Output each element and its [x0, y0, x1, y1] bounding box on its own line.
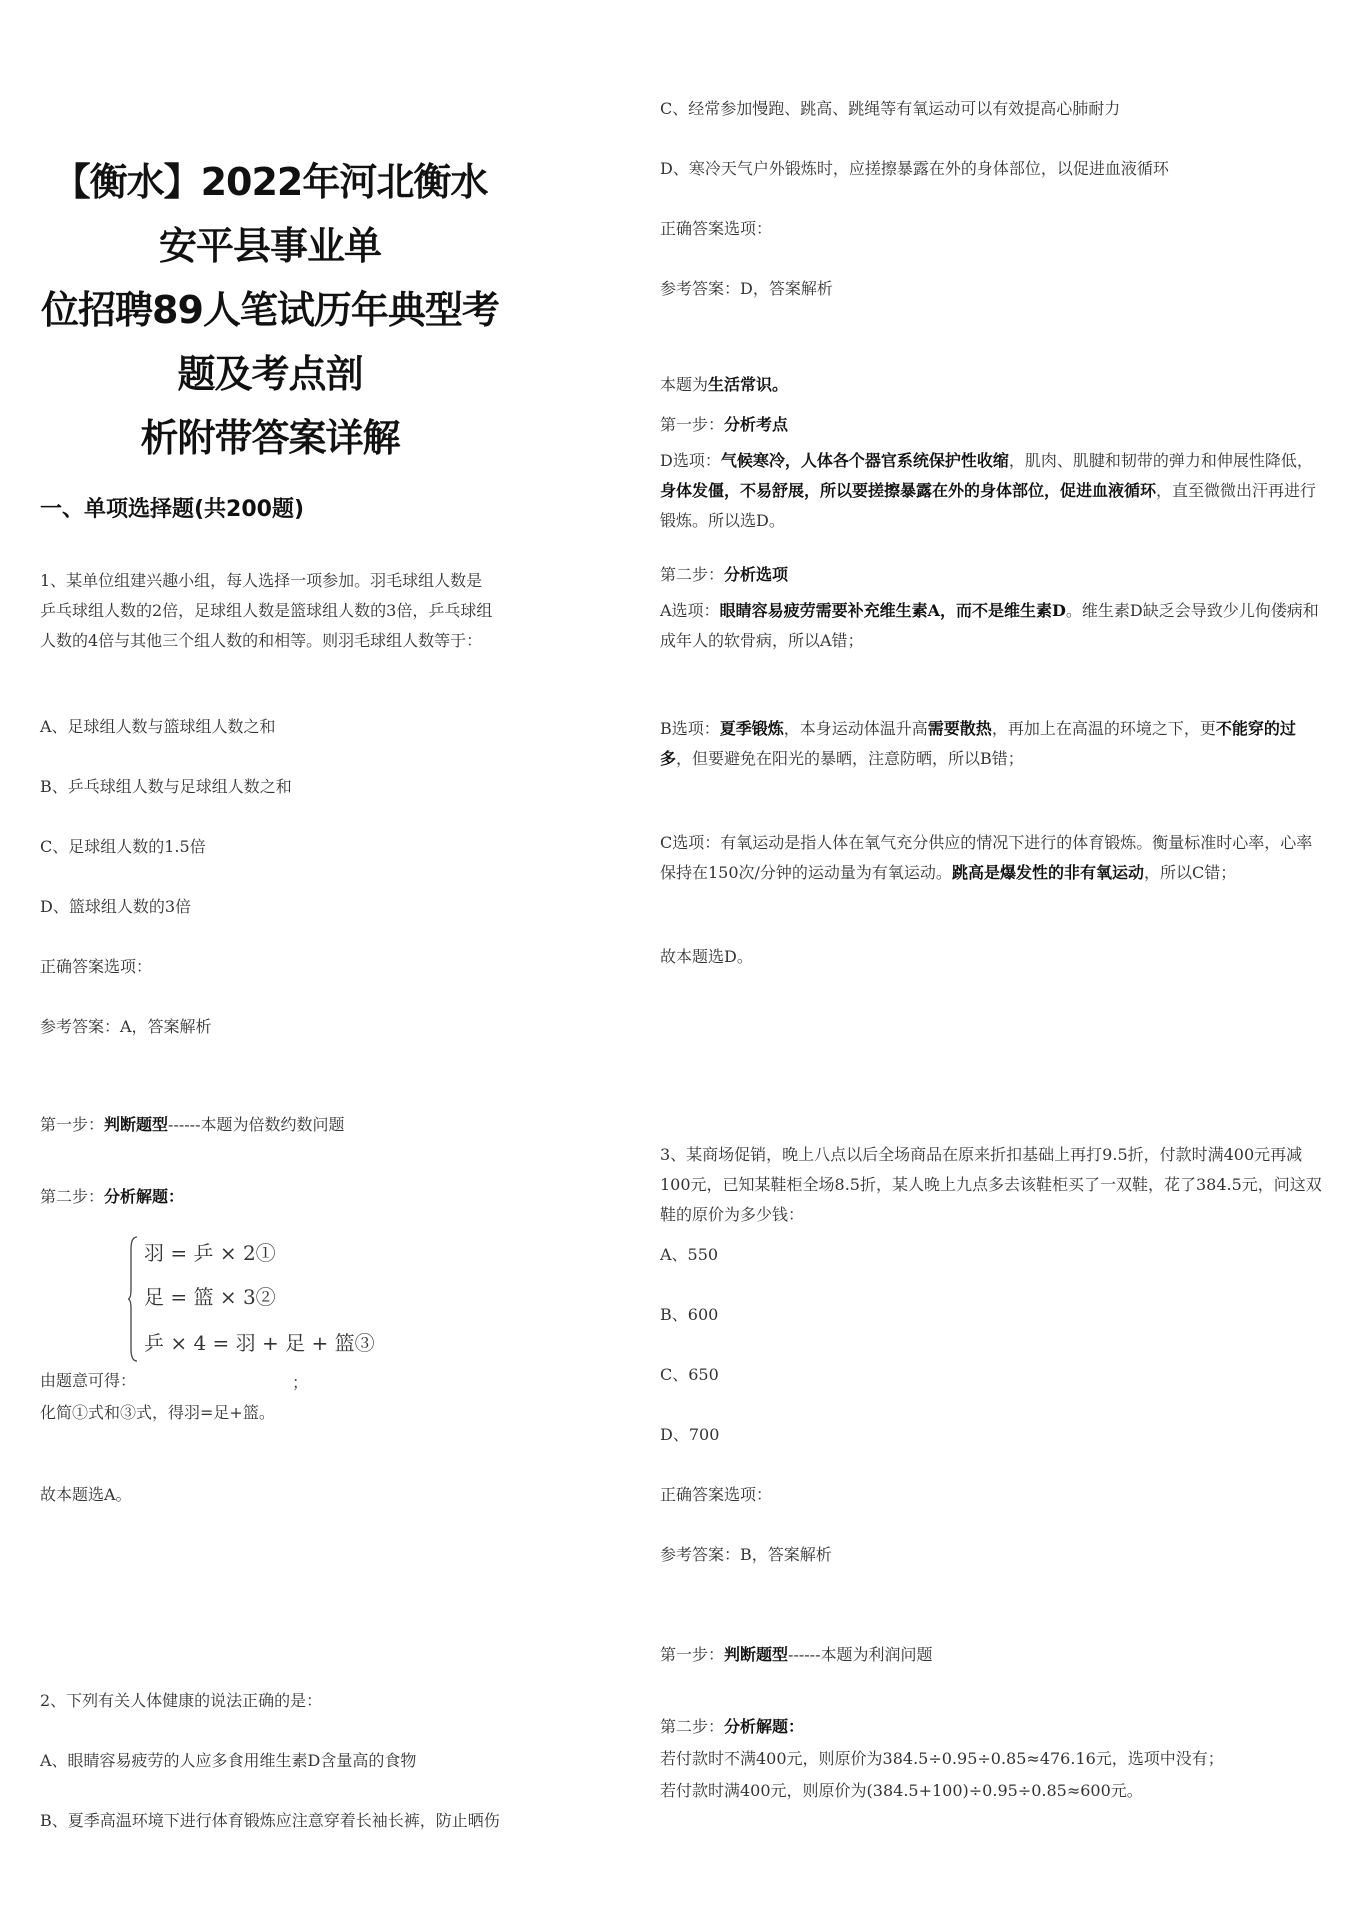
q2-b-b3: 不能穿的过多: [660, 719, 1296, 768]
q1-step2-prefix: 第二步：: [40, 1187, 105, 1206]
q2-step2-bold: 分析选项: [724, 565, 789, 584]
q3-stem: 3、某商场促销，晚上八点以后全场商品在原来折扣基础上再打9.5折，付款时满400元再减100元，已知某鞋柜全场8.5折，某人晚上九点多去该鞋柜买了一双鞋，花了384.5元，问这双鞋的原价为多少钱：: [660, 1145, 1322, 1224]
q1-conclusion: 故本题选A。: [40, 1485, 132, 1504]
q1-option-d: D、篮球组人数的3倍: [40, 897, 192, 916]
q2-d-analysis: [660, 446, 1326, 536]
q2-answer: 参考答案：D，答案解析: [660, 279, 833, 298]
q2-d-t2: ，直至微微出汗再进行锻炼。所以选D。: [660, 481, 1317, 530]
q2-d-b1: 气候寒冷，人体各个器官系统保护性收缩: [720, 451, 1009, 470]
q2-step1: [660, 410, 788, 440]
q2-b-b1: 夏季锻炼: [719, 719, 784, 738]
q2-a-t1: 。维生素D缺乏会导致少儿佝偻病和成年人的软骨病，所以A错；: [660, 601, 1319, 650]
q2-a-analysis: [660, 596, 1326, 656]
q2-conclusion: 故本题选D。: [660, 947, 753, 966]
q2-step1-bold: 分析考点: [724, 415, 789, 434]
q2-c-analysis: [660, 828, 1326, 888]
q2-d-b2: 身体发僵，不易舒展，所以要搓擦暴露在外的身体部位，促进血液循环: [660, 481, 1157, 500]
q3-line1: 若付款时不满400元，则原价为384.5÷0.95÷0.85≈476.16元，选项中没有；: [660, 1749, 1224, 1768]
q3-step1-prefix: 第一步：: [660, 1645, 725, 1664]
q2-option-b: B、夏季高温环境下进行体育锻炼应注意穿着长袖长裤，防止晒伤: [40, 1811, 500, 1830]
q3-option-a: A、550: [660, 1245, 719, 1264]
equation-1: 羽 = 乒 × 2①: [144, 1241, 276, 1265]
q3-correct-label: 正确答案选项：: [660, 1485, 773, 1504]
q1-option-c: C、足球组人数的1.5倍: [40, 837, 206, 856]
q3-step1: [660, 1640, 932, 1670]
title-line-1: 【衡水】2022年河北衡水安平县事业单: [52, 160, 488, 268]
q2-step2-prefix: 第二步：: [660, 565, 725, 584]
q3-line2: 若付款时满400元，则原价为(384.5+100)÷0.95÷0.85≈600元。: [660, 1781, 1143, 1800]
q2-correct-label: 正确答案选项：: [660, 219, 773, 238]
equation-2: 足 = 篮 × 3②: [144, 1285, 276, 1309]
q2-option-d: D、寒冷天气户外锻炼时，应搓擦暴露在外的身体部位，以促进血液循环: [660, 159, 1169, 178]
q3-step2-prefix: 第二步：: [660, 1717, 725, 1736]
equation-system: [128, 1235, 375, 1363]
q2-intro-bold: 生活常识。: [708, 375, 789, 394]
title-line-3: 析附带答案详解: [140, 416, 400, 460]
q3-step1-rest: ------本题为利润问题: [788, 1645, 933, 1664]
q1-step1-rest: ------本题为倍数约数问题: [168, 1115, 345, 1134]
q1-step2: [40, 1182, 184, 1212]
q1-option-a: A、足球组人数与篮球组人数之和: [40, 717, 276, 736]
q2-d-t1: ，肌肉、肌腱和韧带的弹力和伸展性降低，: [1008, 451, 1313, 470]
brace-icon: [128, 1235, 138, 1363]
q2-a-b1: 眼睛容易疲劳需要补充维生素A，而不是维生素D: [719, 601, 1066, 620]
q2-intro-pre: 本题为: [660, 375, 709, 394]
title-line-2: 位招聘89人笔试历年典型考题及考点剖: [41, 288, 499, 396]
q3-step2-bold: 分析解题：: [724, 1717, 805, 1736]
q1-step1: [40, 1110, 344, 1140]
q3-step1-bold: 判断题型: [724, 1645, 789, 1664]
q3-option-c: C、650: [660, 1365, 719, 1384]
q1-semicolon: ；: [292, 1373, 309, 1392]
q2-intro: [660, 370, 788, 400]
q2-b-analysis: [660, 714, 1326, 774]
q3-step2: [660, 1712, 804, 1742]
q2-c-t1: C选项：有氧运动是指人体在氧气充分供应的情况下进行的体育锻炼。衡量标准时心率，心率保持在150次/分钟的运动量为有氧运动。: [660, 833, 1313, 882]
q2-stem: 2、下列有关人体健康的说法正确的是：: [40, 1691, 323, 1710]
q1-stem: 1、某单位组建兴趣小组，每人选择一项参加。羽毛球组人数是乒乓球组人数的2倍，足球组人数是篮球组人数的3倍，乒乓球组人数的4倍与其他三个组人数的和相等。则羽毛球组人数等于：: [40, 571, 493, 650]
section-heading: 一、单项选择题(共200题): [40, 497, 305, 522]
q2-b-t3: ，但要避免在阳光的暴晒，注意防晒，所以B错；: [676, 749, 1024, 768]
q2-d-pre: D选项：: [660, 451, 721, 470]
q1-step1-prefix: 第一步：: [40, 1115, 105, 1134]
q2-c-b1: 跳高是爆发性的非有氧运动: [951, 863, 1144, 882]
q2-step1-prefix: 第一步：: [660, 415, 725, 434]
q1-step1-bold: 判断题型: [104, 1115, 169, 1134]
q3-option-d: D、700: [660, 1425, 720, 1444]
q2-b-b2: 需要散热: [927, 719, 992, 738]
document-title: [40, 150, 500, 470]
q2-step2: [660, 560, 788, 590]
equation-3: 乒 × 4 = 羽 + 足 + 篮③: [144, 1331, 375, 1355]
q1-answer: 参考答案：A，答案解析: [40, 1017, 212, 1036]
q2-option-a: A、眼睛容易疲劳的人应多食用维生素D含量高的食物: [40, 1751, 417, 1770]
q1-correct-label: 正确答案选项：: [40, 957, 153, 976]
q1-given: 由题意可得：: [40, 1371, 137, 1390]
q3-option-b: B、600: [660, 1305, 719, 1324]
q2-b-t1: ，本身运动体温升高: [783, 719, 928, 738]
q2-c-t2: ，所以C错；: [1143, 863, 1237, 882]
q2-b-t2: ，再加上在高温的环境之下，更: [991, 719, 1216, 738]
q1-option-b: B、乒乓球组人数与足球组人数之和: [40, 777, 292, 796]
q2-b-pre: B选项：: [660, 719, 720, 738]
q3-answer: 参考答案：B，答案解析: [660, 1545, 832, 1564]
q1-step2-bold: 分析解题：: [104, 1187, 185, 1206]
q1-simplify: 化简①式和③式，得羽=足+篮。: [40, 1403, 275, 1422]
q2-a-pre: A选项：: [660, 601, 720, 620]
q2-option-c: C、经常参加慢跑、跳高、跳绳等有氧运动可以有效提高心肺耐力: [660, 99, 1121, 118]
